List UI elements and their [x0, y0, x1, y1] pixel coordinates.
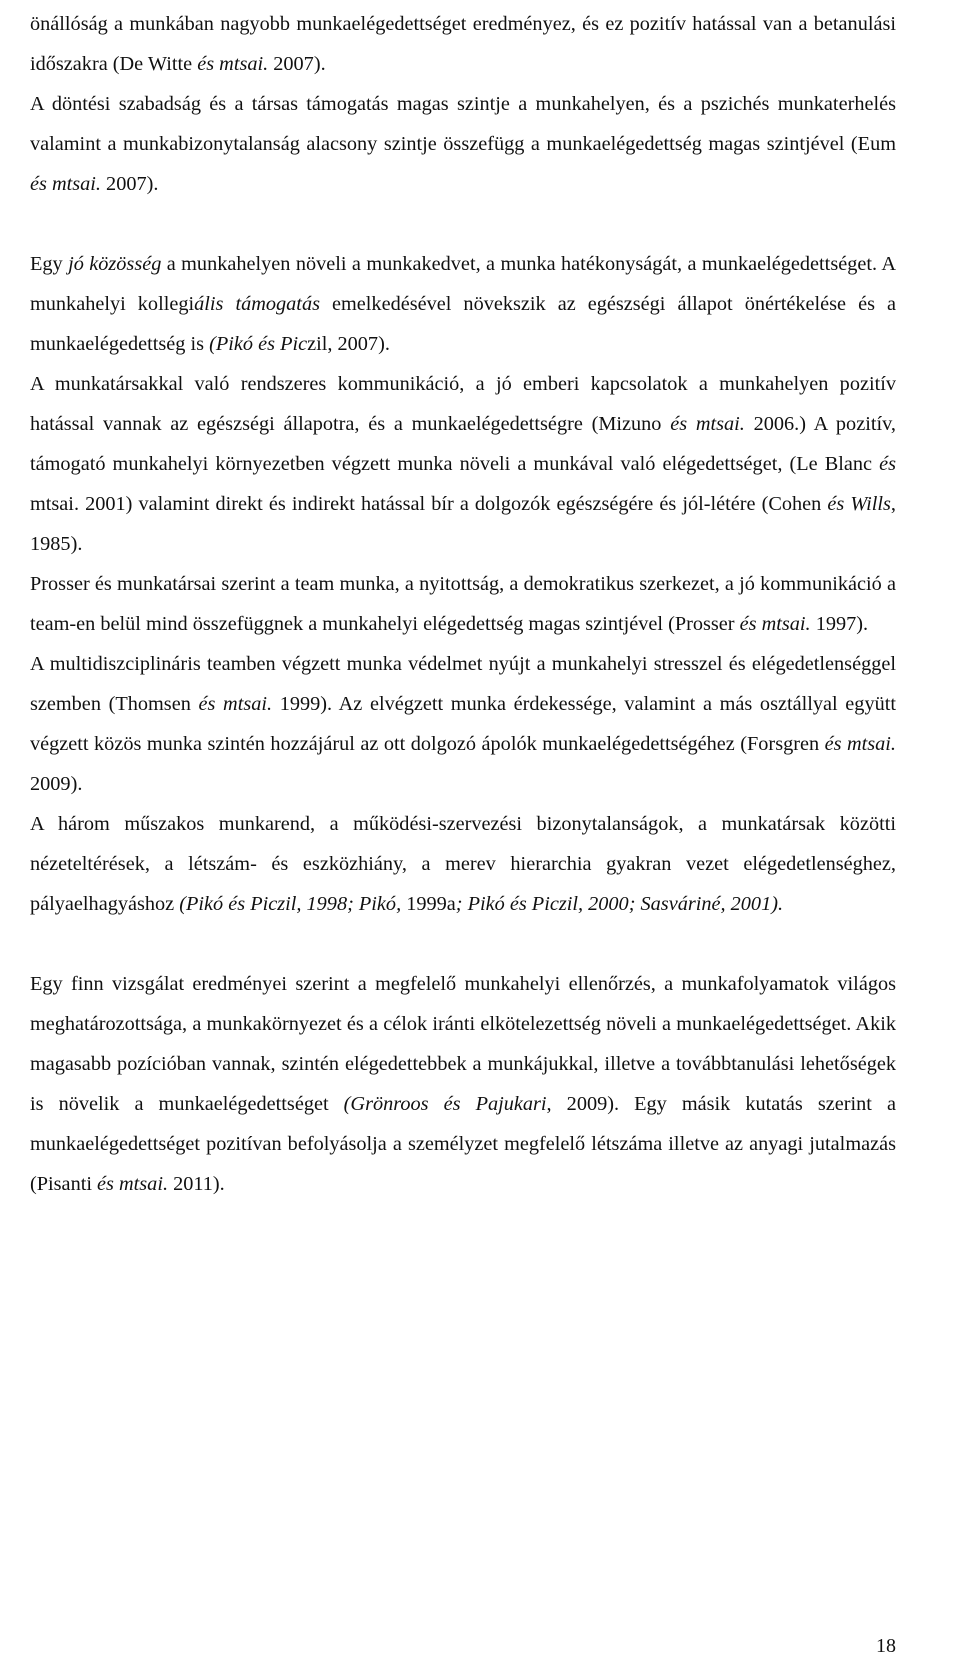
paragraph [30, 364, 896, 564]
text-run: A multidiszciplináris teamben végzett munka védelmet nyújt a munkahelyi stresszel és elégedetlenséggel szemben (Thomsen [30, 653, 896, 715]
italic-text-run: ; Pikó és Piczil, 2000; Sasváriné, 2001). [455, 893, 784, 915]
page-number: 18 [876, 1635, 896, 1657]
italic-text-run: és mtsai. [30, 173, 101, 195]
text-run: A döntési szabadság és a társas támogatás magas szintje a munkahelyen, és a pszichés munkaterhelés valamint a munkabizonytalanság alacsony szintje összefügg a munkaelégedettség magas szintjével (Eum [30, 93, 896, 155]
text-run: 2009). [30, 773, 83, 795]
italic-text-run: ális támogatás [194, 293, 320, 315]
italic-text-run: jó közösség [68, 253, 162, 275]
italic-text-run: és mtsai. [97, 1173, 169, 1195]
text-run: A munkatársakkal való rendszeres kommunikáció, a jó emberi kapcsolatok a munkahelyen pozitív hatással vannak az egészségi állapotra, és a munkaelégedettségre (Mizuno [30, 373, 896, 435]
text-run: Egy finn vizsgálat eredményei szerint a megfelelő munkahelyi ellenőrzés, a munkafolyamatok világos meghatározottsága, a munkakörnyezet és a célok iránti elkötelezettség növeli a munkaelégedettséget. Akik magasabb pozícióban vannak, szintén elégedettebbek a munkájukkal, illetve a továbbtanulási lehetőségek is növelik a munkaelégedettséget [30, 973, 896, 1115]
paragraph [30, 804, 896, 924]
text-run: 2007). [100, 173, 159, 195]
text-run: 2007). [268, 53, 326, 75]
paragraph [30, 644, 896, 804]
italic-text-run: és mtsai. [197, 53, 269, 75]
text-run: 1997). [810, 613, 869, 635]
italic-text-run: (Grönroos és Pajukari [343, 1093, 547, 1115]
italic-text-run: és mtsai. [670, 413, 745, 435]
italic-text-run: és Wills [827, 493, 891, 515]
text-run: mtsai. 2001) valamint direkt és indirekt hatással bír a dolgozók egészségére és jól-létére (Cohen [30, 493, 828, 515]
text-run: Egy [30, 253, 69, 275]
italic-text-run: és mtsai. [198, 693, 273, 715]
text-run: 1999a [401, 893, 456, 915]
body-text [30, 4, 896, 1204]
text-run: 1999). Az elvégzett munka érdekessége, valamint a más osztállyal együtt végzett közös munka szintén hozzájárul az ott dolgozó ápolók munkaelégedettségéhez (Forsgren [30, 693, 896, 755]
italic-text-run: és mtsai. [824, 733, 896, 755]
text-run: a munkahelyen növeli a munkakedvet, a munka hatékonyságát, a munkaelégedettséget. A munkahelyi kollegi [30, 253, 896, 315]
text-run: önállóság a munkában nagyobb munkaelégedettséget eredményez, és ez pozitív hatással van a betanulási időszakra (De Witte [30, 13, 896, 75]
text-run: , 1985). [30, 493, 896, 555]
paragraph [30, 84, 896, 204]
text-run: emelkedésével növekszik az egészségi állapot önértékelése és a munkaelégedettség is [30, 293, 897, 355]
text-run: Prosser és munkatársai szerint a team munka, a nyitottság, a demokratikus szerkezet, a jó kommunikáció a team-en belül mind összefüggnek a munkahelyi elégedettség magas szintjével (Prosser [30, 573, 896, 635]
text-run: A három műszakos munkarend, a működési-szervezési bizonytalanságok, a munkatársak közötti nézeteltérések, a létszám- és eszközhiány, a merev hierarchia gyakran vezet elégedetlenséghez, pályaelhagyáshoz [30, 813, 896, 915]
paragraph [30, 4, 896, 84]
paragraph [30, 244, 896, 364]
paragraph [30, 964, 896, 1204]
italic-text-run: és [879, 453, 896, 475]
text-run: , 2009). Egy másik kutatás szerint a munkaelégedettséget pozitívan befolyásolja a személyzet megfelelő létszáma illetve az anyagi jutalmazás (Pisanti [30, 1093, 896, 1195]
text-run: 2011). [168, 1173, 225, 1195]
italic-text-run: (Pikó és Piczil, 1998; Pikó, [179, 893, 402, 915]
italic-text-run: és mtsai. [739, 613, 811, 635]
paragraph [30, 564, 896, 644]
text-run: zil, 2007). [307, 333, 390, 355]
italic-text-run: (Pikó és Pic [209, 333, 308, 355]
text-run: 2006.) A pozitív, támogató munkahelyi környezetben végzett munka növeli a munkával való elégedettséget, (Le Blanc [30, 413, 896, 475]
